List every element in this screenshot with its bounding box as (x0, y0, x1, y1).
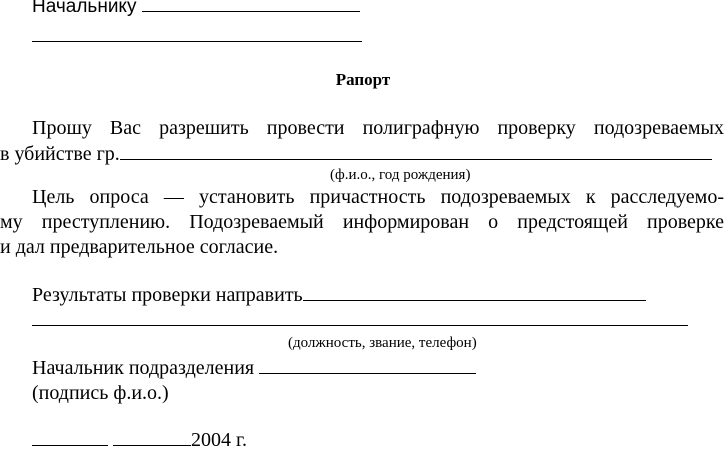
paragraph1-line1: Прошу Вас разрешить провести полиграфную проверку подозреваемых (32, 117, 724, 139)
month-blank (113, 428, 191, 446)
fio-caption: (ф.и.о., год рождения) (330, 167, 471, 183)
day-blank (32, 428, 108, 446)
date-line (32, 428, 247, 452)
head-signature-blank (259, 356, 476, 374)
fio-blank (120, 142, 712, 160)
head-label: Начальник подразделения (32, 357, 255, 379)
paragraph2-line1: Цель опроса — установить причастность подозреваемых к расследуемо- (32, 186, 724, 208)
results-second-line (32, 308, 688, 332)
results-label: Результаты проверки направить (32, 284, 303, 306)
signature-caption: (подпись ф.и.о.) (32, 382, 169, 404)
results-blank (303, 283, 646, 301)
results-line (32, 283, 646, 307)
results-blank-2 (32, 308, 688, 326)
addressee-blank (142, 0, 360, 12)
in-murder-label: в убийстве гр. (0, 143, 120, 165)
year-text: 2004 г. (191, 429, 247, 451)
addressee-line (32, 0, 360, 19)
paragraph2-line2: му преступлению. Подозреваемый информирован о предстоящей проверке (0, 211, 724, 233)
paragraph1-line2 (0, 142, 712, 166)
head-line (32, 356, 476, 380)
addressee-second-line (32, 24, 362, 48)
addressee-label: Начальнику (32, 0, 137, 17)
paragraph2-line3: и дал предварительное согласие. (0, 236, 279, 258)
position-caption: (должность, звание, телефон) (288, 335, 477, 351)
addressee-blank-2 (32, 24, 362, 42)
document-title: Рапорт (335, 70, 391, 89)
